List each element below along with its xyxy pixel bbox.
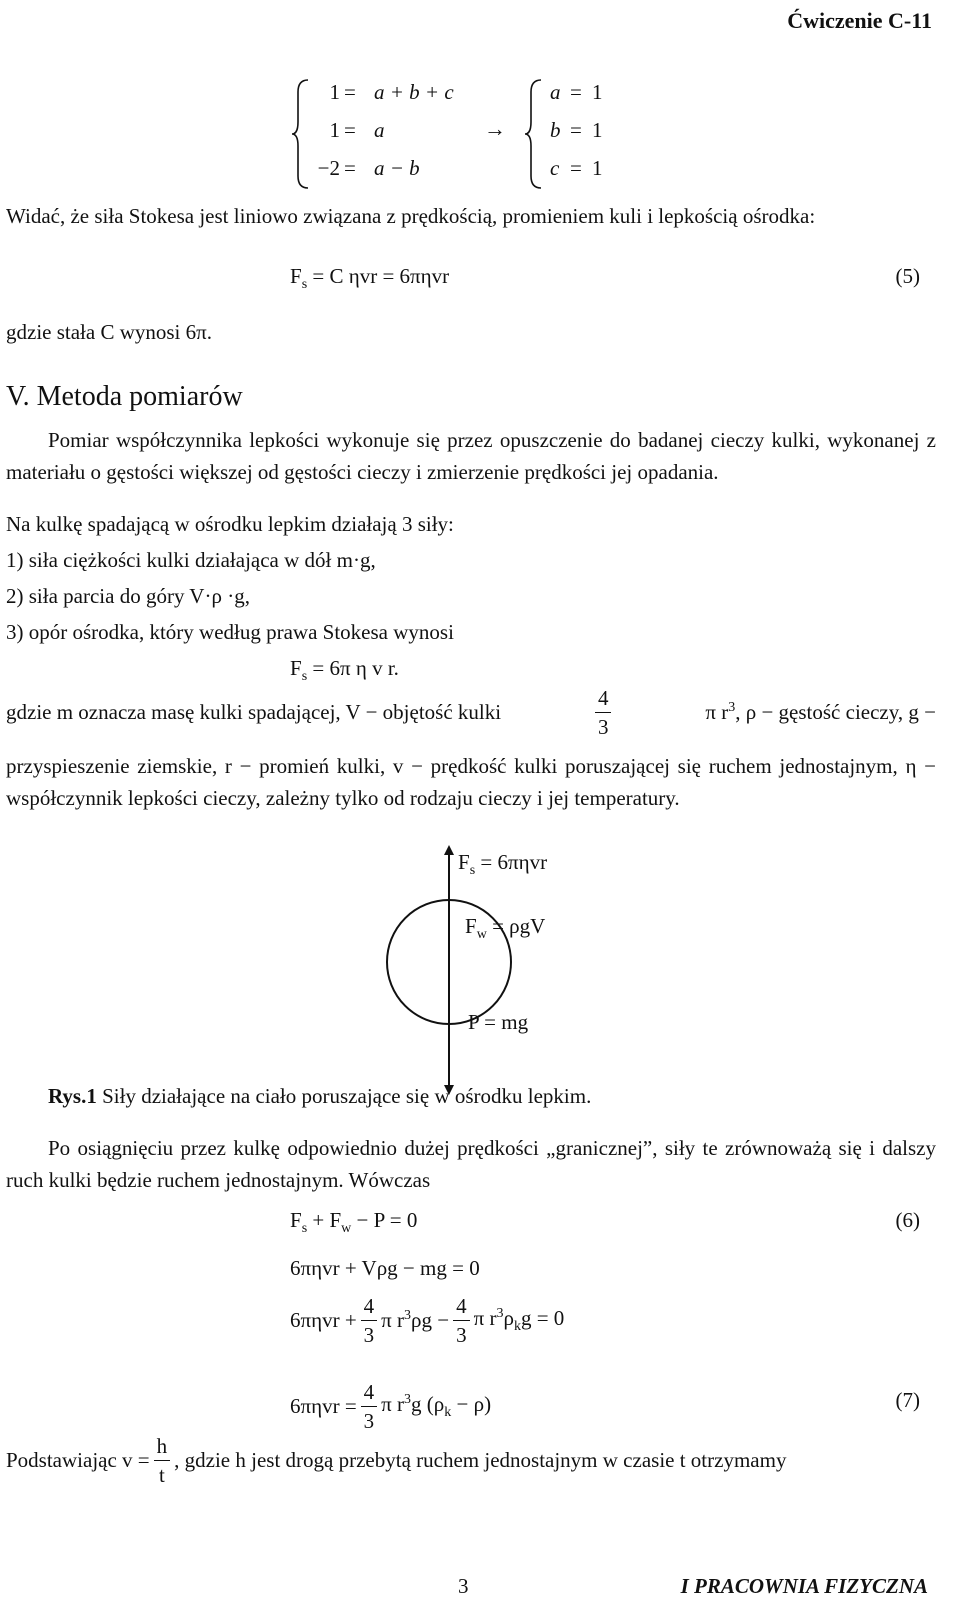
equation-7-number: (7) [895,1388,920,1412]
system-rhs: a [374,118,385,142]
fw-label: $F_w = \rho gV$ [465,914,546,943]
equation-5: $F_s = C$ ηvr = 6πηvr [290,264,450,293]
variables-description-cont: przyspieszenie ziemskie, r − promień kulki, v − prędkość kulki poruszającej się ruchem jednostajnym, η − współczynnik lepkości cieczy, zależny tylko od rodzaju cieczy i jej temperatury. [6,754,936,810]
force-item-1: 1) siła ciężkości kulki działająca w dół m·g, [6,548,376,572]
substitution-line: Podstawiając v = $\frac{h}{t}$ , gdzie h jest drogą przebytą ruchem jednostajnym w czasie t otrzymamy [6,1434,787,1487]
equation-5-number: (5) [895,264,920,288]
page-number: 3 [458,1574,469,1598]
section-title: V. Metoda pomiarów [6,381,243,412]
system-lhs: 1 [329,80,340,104]
p-label: P = mg [468,1010,529,1034]
forces-intro: Na kulkę spadającą w ośrodku lepkim działają 3 siły: [6,512,454,536]
system-lhs: −2 [317,156,340,180]
equation-volume-substituted: 6πηvr + $\frac{4}{3}$ π $r^3\rho g$ − $\frac{4}{3}$ π $r^3\rho_kg = 0$ [290,1294,565,1347]
stokes-equation: $F_s = 6\pi$ η v r. [290,656,399,685]
equation-forces-expanded: 6πηvr + Vρg − mg = 0 [290,1256,480,1280]
equation-7: 6πηvr = $\frac{4}{3}$ π $r^3g$ $(\rho_k - \rho)$ [290,1380,492,1433]
figure-caption: Rys.1 Siły działające na ciało poruszające się w ośrodku lepkim. [48,1084,592,1108]
intro-paragraph: Widać, że siła Stokesa jest liniowo związana z prędkością, promieniem kuli i lepkością ośrodka: [6,204,816,228]
system-rhs: a + b + c [374,80,454,104]
equation-6: $F_s + F_w - P = 0$ [290,1208,418,1237]
equilibrium-paragraph: Po osiągnięciu przez kulkę odpowiednio dużej prędkości „granicznej”, siły te zrównoważą się i dalszy ruch kulki będzie ruchem jednostajnym. Wówczas [6,1136,936,1192]
right-system-brace-icon [523,78,545,190]
footer-title: I PRACOWNIA FIZYCZNA [680,1574,928,1598]
equation-6-number: (6) [895,1208,920,1232]
force-item-2: 2) siła parcia do góry V·ρ ·g, [6,584,250,608]
method-paragraph: Pomiar współczynnika lepkości wykonuje się przez opuszczenie do badanej cieczy kulki, wykonanej z materiału o gęstości większej od gęstości cieczy i zmierzenie prędkości jej opadania. [6,428,936,484]
system-lhs: 1 [329,118,340,142]
variables-description: gdzie m oznacza masę kulki spadającej, V − objętość kulki $\frac{4}{3}$ π $r^3$, ρ − gęstość cieczy, g − [6,686,936,739]
right-arrow-icon: → [484,116,506,141]
left-brace-icon [290,78,312,190]
fraction-four-thirds: $\frac{4}{3}$ [595,686,612,739]
constant-note: gdzie stała C wynosi 6π. [6,320,212,344]
fs-label: $F_s = 6\pi\eta vr$ [458,850,548,879]
force-item-3: 3) opór ośrodka, który według prawa Stokesa wynosi [6,620,454,644]
system-rhs: a − b [374,156,420,180]
page-header-title: Ćwiczenie C-11 [787,8,932,33]
